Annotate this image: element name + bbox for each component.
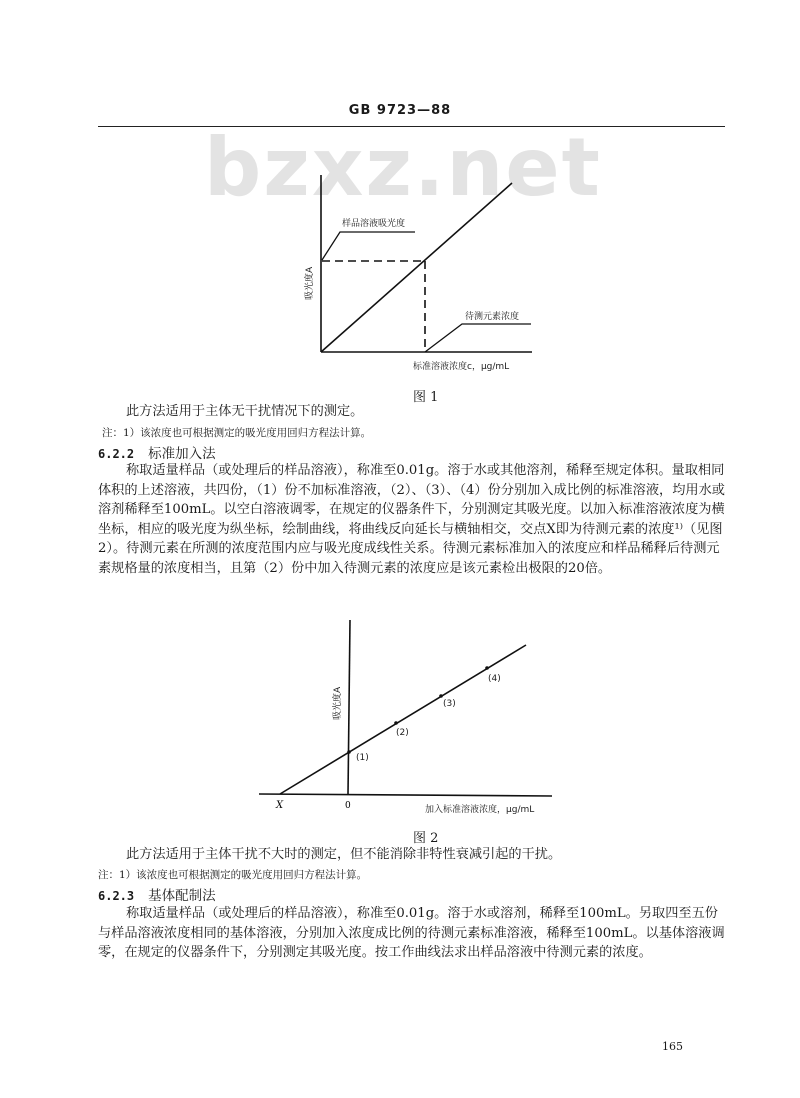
fig2-point-4	[485, 666, 489, 670]
footnote-2: 注：1）该浓度也可根据测定的吸光度用回归方程法计算。	[98, 869, 368, 881]
paragraph-after-fig1: 此方法适用于主体无干扰情况下的测定。	[126, 404, 364, 419]
section-title: 基体配制法	[148, 888, 216, 904]
figure-1-caption: 图 1	[413, 390, 439, 405]
fig1-callout-sample: 样品溶液吸光度	[342, 219, 406, 229]
fig1-y-axis-label: 吸光度A	[305, 266, 315, 300]
section-6-2-2-heading	[98, 442, 216, 462]
fig2-point-label-2: (2)	[396, 728, 409, 738]
fig2-x-axis-label: 加入标准溶液浓度，μg/mL	[425, 805, 535, 815]
fig2-point-label-3: (3)	[443, 699, 456, 709]
section-title: 标准加入法	[148, 446, 216, 462]
footnote-1: 注：1）该浓度也可根据测定的吸光度用回归方程法计算。	[102, 427, 372, 439]
fig2-point-2	[394, 721, 398, 725]
figure-2-caption: 图 2	[413, 831, 439, 846]
fig2-extrapolated-line	[280, 645, 526, 794]
section-number: 6.2.3	[98, 889, 135, 903]
fig2-y-axis-label: 吸光度A	[333, 686, 343, 720]
fig1-callout-element-leader	[425, 324, 531, 352]
fig1-callout-sample-leader	[322, 232, 415, 260]
fig2-origin-label: 0	[345, 801, 351, 811]
paragraph-after-fig2: 此方法适用于主体干扰不大时的测定，但不能消除非特性衰减引起的干扰。	[126, 847, 562, 862]
paragraph-6-2-2: 称取适量样品（或处理后的样品溶液），称准至0.01g。溶于水或其他溶剂，稀释至规定体积。量取相同体积的上述溶液，共四份，（1）份不加标准溶液，（2）、（3）、（4）份分别加入成比例的标准溶液，均用水或溶剂稀释至100mL。以空白溶液调零，在规定的仪器条件下，分别测定其吸光度。以加入标准溶液浓度为横坐标，相应的吸光度为纵坐标，绘制曲线，将曲线反向延长与横轴相交，交点X即为待测元素的浓度¹⁾（见图2）。待测元素在所测的浓度范围内应与吸光度成线性关系。待测元素标准加入的浓度应和样品稀释后待测元素规格量的浓度相当，且第（2）份中加入待测元素的浓度应是该元素检出极限的20倍。	[98, 463, 725, 576]
fig2-point-3	[439, 694, 443, 698]
watermark: bzxz.net	[204, 121, 602, 214]
fig1-calibration-line	[321, 183, 512, 352]
section-6-2-3-heading	[98, 884, 216, 904]
section-number: 6.2.2	[98, 447, 135, 461]
fig2-y-axis	[348, 620, 350, 795]
fig1-x-axis-label: 标准溶液浓度c，μg/mL	[413, 362, 510, 372]
figure-1-diagram	[0, 0, 800, 380]
fig1-callout-element: 待测元素浓度	[465, 312, 520, 322]
fig2-point-label-1: (1)	[356, 753, 369, 763]
fig2-point-1	[347, 750, 351, 754]
figure-2-diagram	[0, 600, 800, 860]
fig2-x-axis	[259, 794, 552, 796]
page-number: 165	[662, 1040, 683, 1053]
standard-code-header: GB 9723—88	[348, 103, 452, 118]
fig2-point-label-4: (4)	[488, 674, 501, 684]
paragraph-6-2-3: 称取适量样品（或处理后的样品溶液），称准至0.01g。溶于水或溶剂，稀释至100mL。另取四至五份与样品溶液浓度相同的基体溶液，分别加入浓度成比例的待测元素标准溶液，稀释至100mL。以基体溶液调零，在规定的仪器条件下，分别测定其吸光度。按工作曲线法求出样品溶液中待测元素的浓度。	[98, 906, 725, 960]
fig2-x-intercept-label: X	[276, 800, 284, 811]
